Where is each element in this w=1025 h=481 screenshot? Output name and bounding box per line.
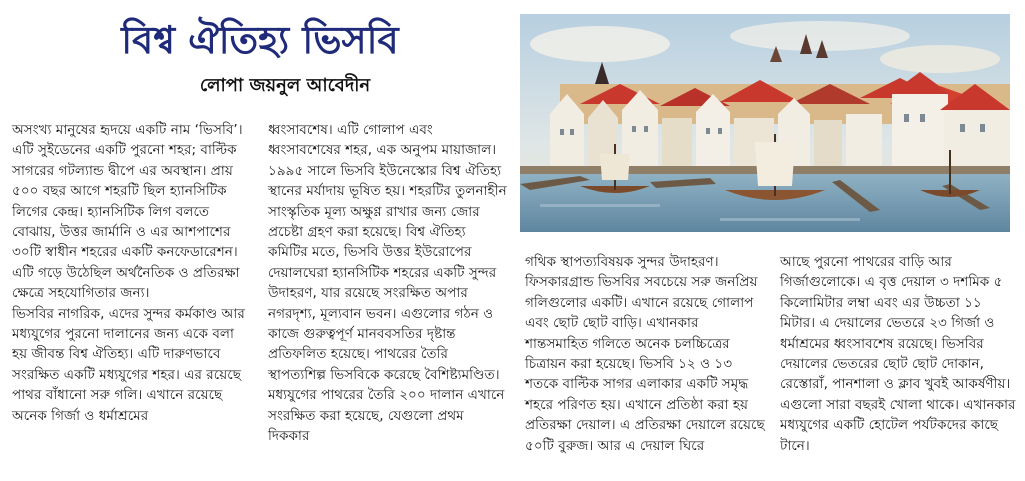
paragraph: আছে পুরনো পাথরের বাড়ি আর গির্জাগুলোকে। এ বৃত্ত দেয়াল ৩ দশমিক ৫ কিলোমিটার লম্বা এবং এর উচ্চতা ১১ মিটার। এ দেয়ালের ভেতরে ২৩ গির্জা ও ধর্মাশ্রমের ধ্বংসাবশেষ রয়েছে। ভিসবির দেয়ালের ভেতরের ছোট ছোট দোকান, রেস্তোরাঁ, পানশালা ও ক্লাব খুবই আকর্ষণীয়। এগুলো সারা বছরই খোলা থাকে। এখানকার মধ্যযুগের একটি হোটেল পর্যটকদের কাছে টানে। [780, 254, 1016, 454]
author-byline: লোপা জয়নুল আবেদীন [199, 75, 371, 96]
paragraph: অসংখ্য মানুষের হৃদয়ে একটি নাম ‘ভিসবি’। এটি সুইডেনের একটি পুরনো শহর; বাল্টিক সাগরের গটল্যান্ড দ্বীপে এর অবস্থান। প্রায় ৫০০ বছর আগে শহরটি ছিল হ্যানসিটিক লিগের কেন্দ্র। হ্যানসিটিক লিগ বলতে বোঝায়, উত্তর জার্মানি ও এর আশপাশের ৩০টি স্বাধীন শহরের একটি কনফেডারেশন। এটি গড়ে উঠেছিল অর্থনৈতিক ও প্রতিরক্ষা ক্ষেত্রে সহযোগিতার জন্য। [12, 122, 243, 302]
text-column-3 [525, 252, 765, 456]
text-column-1 [12, 120, 252, 426]
text-column-2 [268, 120, 508, 447]
paragraph: ভিসবির নাগরিক, এদের সুন্দর কর্মকাণ্ড আর মধ্যযুগের পুরনো দালানের জন্য একে বলা হয় জীবন্ত বিশ্ব ঐতিহ্য। এটি দারুণভাবে সংরক্ষিত একটি মধ্যযুগের শহর। এর রয়েছে পাথর বাঁধানো সরু গলি। এখানে রয়েছে অনেক গির্জা ও ধর্মাশ্রমের [12, 305, 245, 424]
paragraph: গথিক স্থাপত্যবিষয়ক সুন্দর উদাহরণ। ফিসকারগ্রান্ড ভিসবির সবচেয়ে সরু জনপ্রিয় গলিগুলোর একটি। এখানে রয়েছে গোলাপ এবং ছোট ছোট বাড়ি। এখানকার শান্তসমাহিত গলিতে অনেক চলচ্চিত্রের চিত্রায়ন করা হয়েছে। ভিসবি ১২ ও ১৩ শতকে বাল্টিক সাগর এলাকার একটি সমৃদ্ধ শহরে পরিণত হয়। এখানে প্রতিষ্ঠা করা হয় প্রতিরক্ষা দেয়াল। এ প্রতিরক্ষা দেয়ালে রয়েছে ৫০টি বুরুজ। আর এ দেয়াল ঘিরে [525, 254, 765, 454]
article-title: বিশ্ব ঐতিহ্য ভিসবি [121, 18, 399, 62]
text-column-4 [780, 252, 1020, 456]
visby-harbor-illustration [520, 14, 1010, 232]
paragraph: ধ্বংসাবশেষ। এটি গোলাপ এবং ধ্বংসাবশেষের শহর, এক অনুপম মায়াজাল। ১৯৯৫ সালে ভিসবি ইউনেস্কোর বিশ্ব ঐতিহ্য স্থানের মর্যাদায় ভূষিত হয়। শহরটির তুলনাহীন সাংস্কৃতিক মূল্য অক্ষুণ্ণ রাখার জন্য জোর প্রচেষ্টা গ্রহণ করা হয়েছে। বিশ্ব ঐতিহ্য কমিটির মতে, ভিসবি উত্তর ইউরোপের দেয়ালঘেরা হ্যানসিটিক শহরের একটি সুন্দর উদাহরণ, যার রয়েছে সংরক্ষিত অপার নগরদৃশ্য, মূল্যবান ভবন। এগুলোর গঠন ও কাজে গুরুত্বপূর্ণ মানববসতির দৃষ্টান্ত প্রতিফলিত হয়েছে। পাথরের তৈরি স্থাপত্যশিল্প ভিসবিকে করেছে বৈশিষ্ট্যমণ্ডিত। মধ্যযুগের পাথরের তৈরি ২০০ দালান এখানে সংরক্ষিত করা হয়েছে, যেগুলো প্রথম দিককার [268, 122, 507, 445]
